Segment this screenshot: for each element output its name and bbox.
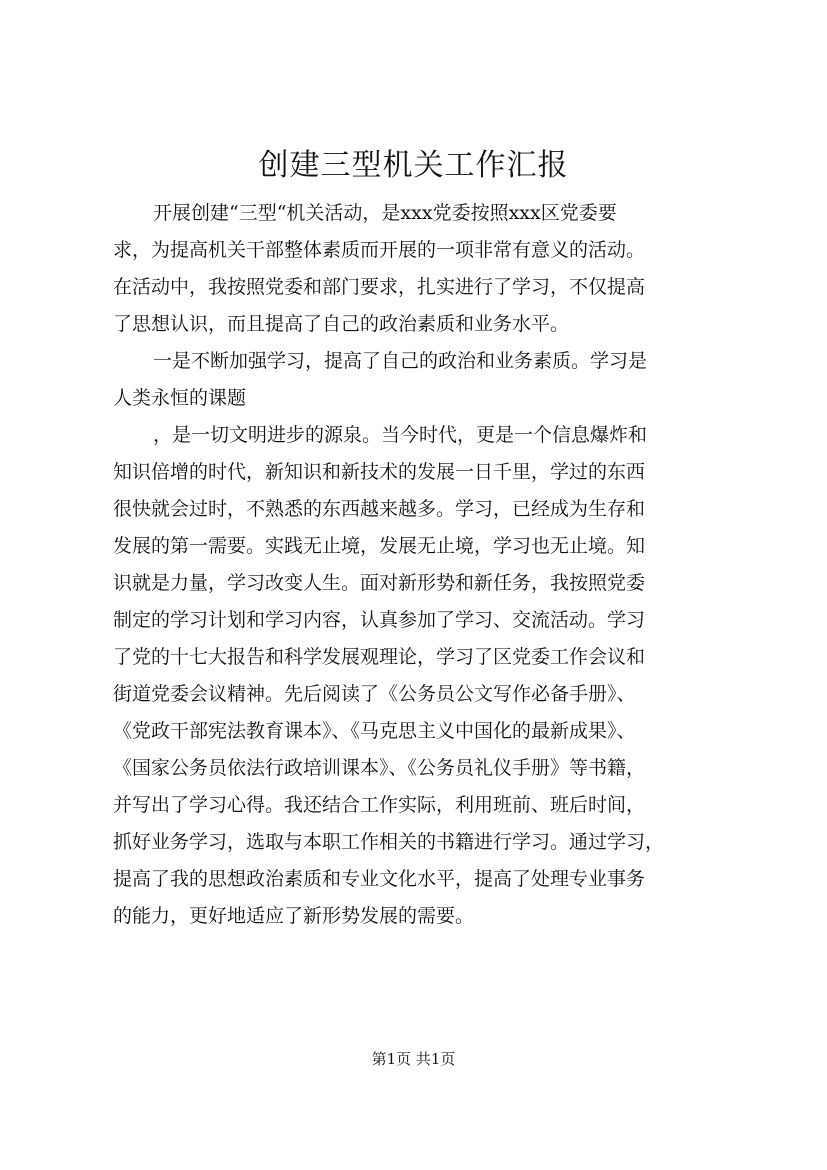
paragraph-line: 并写出了学习心得。我还结合工作实际，利用班前、班后时间， (113, 794, 646, 816)
paragraph-line: 提高了我的思想政治素质和专业文化水平，提高了处理专业事务 (113, 868, 646, 890)
paragraph-line: 一是不断加强学习，提高了自己的政治和业务素质。学习是 (153, 350, 648, 372)
document-title: 创建三型机关工作汇报 (258, 148, 569, 183)
paragraph-line: 制定的学习计划和学习内容，认真参加了学习、交流活动。学习 (113, 609, 646, 631)
page-footer: 第1页 共1页 (371, 1050, 456, 1068)
paragraph-line: 很快就会过时，不熟悉的东西越来越多。学习，已经成为生存和 (113, 498, 646, 520)
paragraph-line: 抓好业务学习，选取与本职工作相关的书籍进行学习。通过学习， (113, 831, 665, 853)
paragraph-line: 的能力，更好地适应了新形势发展的需要。 (113, 905, 475, 927)
paragraph-line: 了思想认识，而且提高了自己的政治素质和业务水平。 (113, 313, 570, 335)
paragraph-line: 知识倍增的时代，新知识和新技术的发展一日千里，学过的东西 (113, 461, 646, 483)
document-body (113, 195, 733, 935)
paragraph-line: 求，为提高机关干部整体素质而开展的一项非常有意义的活动。 (113, 239, 646, 261)
paragraph-line: ，是一切文明进步的源泉。当今时代，更是一个信息爆炸和 (153, 424, 648, 446)
paragraph-line: 在活动中，我按照党委和部门要求，扎实进行了学习，不仅提高 (113, 276, 646, 298)
paragraph-line: 发展的第一需要。实践无止境，发展无止境，学习也无止境。知 (113, 535, 646, 557)
paragraph-line: 《国家公务员依法行政培训课本》、《公务员礼仪手册》等书籍， (113, 757, 646, 779)
paragraph-line: 《党政干部宪法教育课本》、《马克思主义中国化的最新成果》、 (113, 720, 636, 742)
paragraph-line: 识就是力量，学习改变人生。面对新形势和新任务，我按照党委 (113, 572, 646, 594)
paragraph-line: 开展创建“三型“机关活动，是xxx党委按照xxx区党委要 (153, 202, 617, 224)
paragraph-line: 人类永恒的课题 (113, 387, 247, 409)
paragraph-line: 街道党委会议精神。先后阅读了《公务员公文写作必备手册》、 (113, 683, 636, 705)
paragraph-line: 了党的十七大报告和科学发展观理论，学习了区党委工作会议和 (113, 646, 646, 668)
